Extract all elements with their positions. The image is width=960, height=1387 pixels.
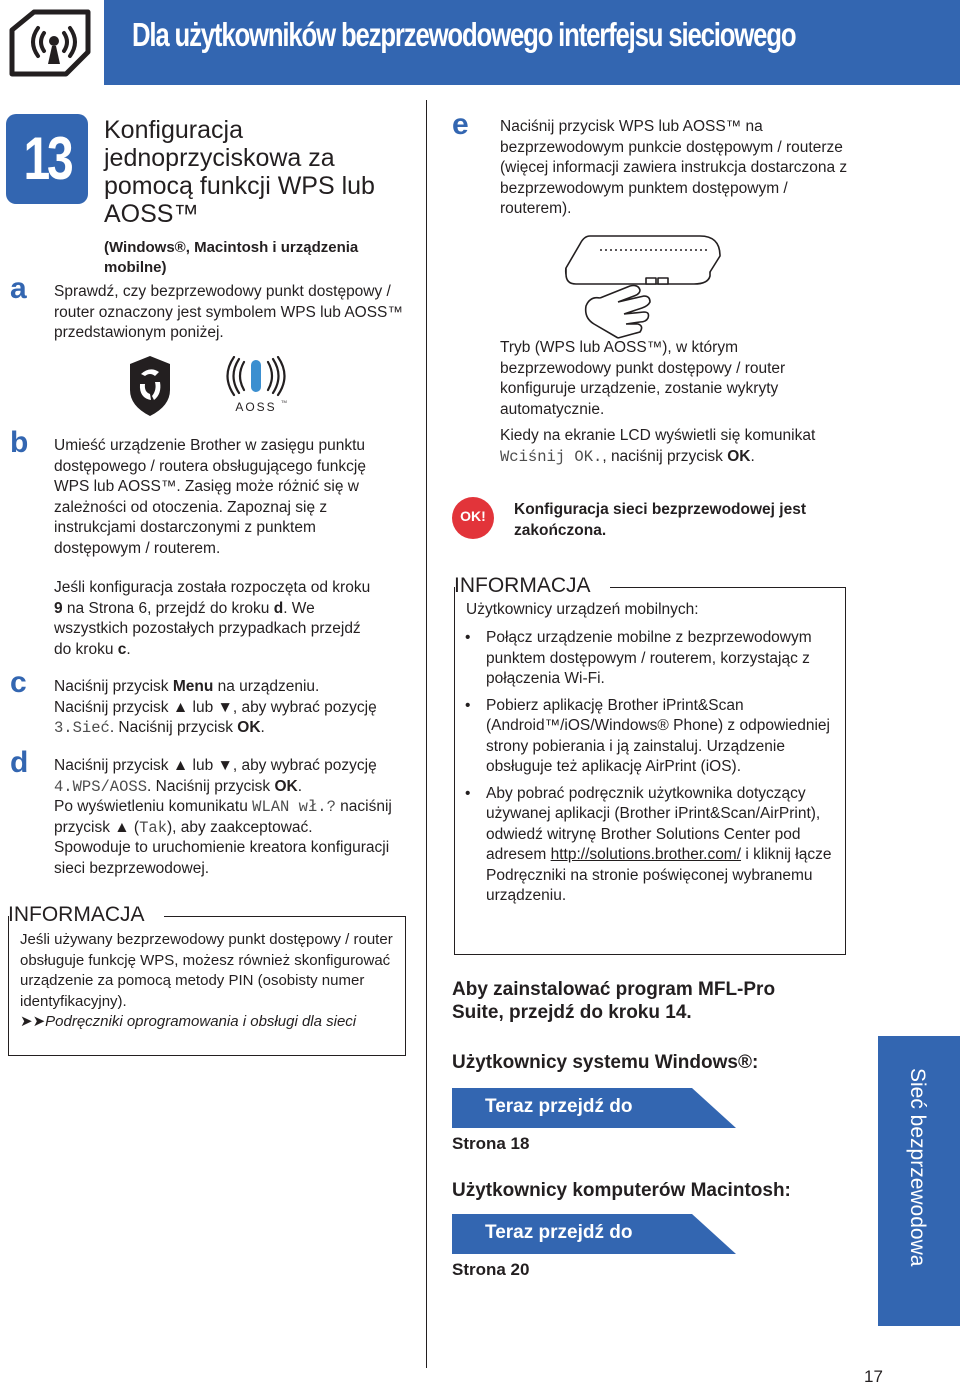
step-e-text: Naciśnij przycisk WPS lub AOSS™ na bezprzewodowym punkcie dostępowym / routerze (więcej informacji zawiera instrukcja dostarczona z bezprzewodowym punktem dostępowym / routerem). [500,118,848,217]
note-step-c: c [117,640,127,658]
step-c-text-5: . [260,719,265,736]
step-title-text: Konfiguracja jednoprzyciskowa za pomocą funkcji WPS lub AOSS™ [104,116,375,228]
step-platforms: (Windows®, Macintosh i urządzenia mobilne) [104,239,359,276]
wireless-network-icon [4,8,96,78]
note-text-4: . [126,640,131,658]
info-bullet-list [454,628,834,913]
step-d-letter: d [10,746,29,779]
info-box-title: INFORMACJA [8,903,145,926]
solutions-center-link[interactable]: http://solutions.brother.com/ [550,846,742,863]
note-text-1: Jeśli konfiguracja została rozpoczęta od kroku [54,579,371,596]
goto-button-label: Teraz przejdź do [485,1222,633,1243]
step-c-letter: c [10,666,27,699]
section-side-tab[interactable] [878,1036,960,1326]
info-box-body: Jeśli używany bezprzewodowy punkt dostępowy / router obsługuje funkcję WPS, możesz również skonfigurować urządzenie za pomocą metody PIN (osobisty numer identyfikacyjny). [20,931,393,1010]
message-code-wlan: WLAN wł.? [252,798,336,816]
step-c-text [54,677,404,739]
windows-goto-button[interactable] [452,1088,736,1128]
reference-link[interactable]: Podręczniki oprogramowania i obsługi dla sieci [45,1013,357,1030]
info-box-text [20,930,400,1033]
step-a-letter: a [10,272,27,305]
step-number: 13 [23,125,71,192]
step-b-text: Umieść urządzenie Brother w zasięgu punktu dostępowego / routera obsługującego funkcję WPS lub AOSS™. Zasięg może różnić się w zależności od otoczenia. Zapoznaj się z instrukcjami dostarczonymi z punktem dostępowym / routerem. [54,437,366,557]
note-step-9: 9 [54,599,63,617]
menu-code-network: 3.Sieć [54,719,110,737]
windows-page-ref[interactable]: Strona 18 [452,1134,530,1153]
info-box-lead: Użytkownicy urządzeń mobilnych: [466,601,699,618]
install-text-1: Aby zainstalować program MFL-Pro Suite, przejdź do kroku [452,979,776,1023]
menu-code-wps: 4.WPS/AOSS [54,777,148,796]
menu-button-label: Menu [172,678,214,695]
ok-complete-icon [452,497,494,539]
step-d-text-3: . [297,777,303,795]
mac-goto-button[interactable] [452,1214,736,1254]
step-c-text-1: Naciśnij przycisk [54,678,173,695]
install-step-number: 14 [665,1002,687,1023]
step-a-text: Sprawdź, czy bezprzewodowy punkt dostępowy / router oznaczony jest symbolem WPS lub AOSS™ przedstawionym poniżej. [54,283,403,341]
step-d-text-5: naciśnij przycisk ▲ ( [54,798,392,836]
lcd-message-code: Wciśnij OK. [500,447,603,466]
ok-button-label: OK [237,719,261,736]
list-item: • Pobierz aplikację Brother iPrint&Scan (Android™/iOS/Windows® Phone) z odpowiedniej strony pobierania i ją zainstaluj. Urządzenie obsługuje też aplikację AirPrint (iOS). [454,696,834,778]
column-divider [426,100,427,1368]
step-d-text-7: Spowoduje to uruchomienie kreatora konfiguracji sieci bezprzewodowej. [54,839,390,877]
lcd-text-2: , naciśnij przycisk [602,447,728,465]
list-item [454,784,834,907]
mac-users-heading: Użytkownicy komputerów Macintosh: [452,1180,791,1201]
step-c-text-2: na urządzeniu. [213,678,320,695]
ok-button-label: OK [274,777,298,795]
mode-detect-text: Tryb (WPS lub AOSS™), w którym bezprzewodowy punkt dostępowy / router konfiguruje urządzenie, zostanie wykryty automatycznie. [500,339,786,418]
install-instruction [452,978,832,1024]
page-title: Dla użytkowników bezprzewodowego interfejsu sieciowego [132,16,796,53]
step-d-text-6: ), aby zaakceptować. [167,818,313,836]
message-code-yes: Tak [139,818,167,837]
step-e-letter: e [452,108,469,141]
bullet-3-text-2: i kliknij łącze Podręczniki na stronie poświęconej wybranemu urządzeniu. [486,846,832,904]
step-b-letter: b [10,426,29,459]
note-text-2: na Strona 6, przejdź do kroku [62,599,274,617]
wps-logo-icon [124,354,176,418]
step-d-text [54,756,404,879]
step-d-text-4: Po wyświetleniu komunikatu [54,798,253,815]
step-c-text-3: Naciśnij przycisk ▲ lub ▼, aby wybrać pozycję [54,698,377,716]
lcd-text-1: Kiedy na ekranie LCD wyświetli się komunikat [500,427,816,444]
note-text-3: . We wszystkich pozostałych przypadkach przejdź do kroku [54,599,361,658]
windows-users-heading: Użytkownicy systemu Windows®: [452,1052,759,1073]
lcd-text-3: . [750,447,755,465]
info-box-title: INFORMACJA [454,574,591,597]
ok-complete-label: OK! [460,508,486,524]
aoss-logo-icon [226,356,288,416]
page-number: 17 [864,1367,883,1386]
aoss-logo-text: AOSS [235,400,277,414]
router-press-button-icon [560,226,730,350]
ok-button-label: OK [727,447,751,465]
mac-page-ref[interactable]: Strona 20 [452,1260,530,1279]
side-tab-label: Sieć bezprzewodowa [906,1068,929,1267]
step-c-text-4: . Naciśnij przycisk [109,719,238,736]
step-d-text-1: Naciśnij przycisk ▲ lub ▼, aby wybrać pozycję [54,757,377,774]
bullet-3-text-1: Aby pobrać podręcznik użytkownika dotyczący używanej aplikacji (Brother iPrint&Scan/AirPrint), odwiedź witrynę Brother Solutions Center pod adresem [486,784,821,863]
step-d-text-2: . Naciśnij przycisk [147,777,275,795]
note-step-d: d [273,599,284,617]
lcd-instruction [500,426,880,467]
aoss-logo-tm: TM [281,399,287,404]
completion-message: Konfiguracja sieci bezprzewodowej jest zakończona. [514,501,806,539]
step-resume-note [54,578,374,660]
step-heading [104,116,404,278]
install-text-2: . [686,1002,692,1023]
list-item: • Połącz urządzenie mobilne z bezprzewodowym punktem dostępowym / routerem, korzystając z połączenia Wi-Fi. [454,628,834,690]
reference-arrows-icon: ➤➤ [20,1013,46,1030]
goto-button-label: Teraz przejdź do [485,1096,633,1117]
